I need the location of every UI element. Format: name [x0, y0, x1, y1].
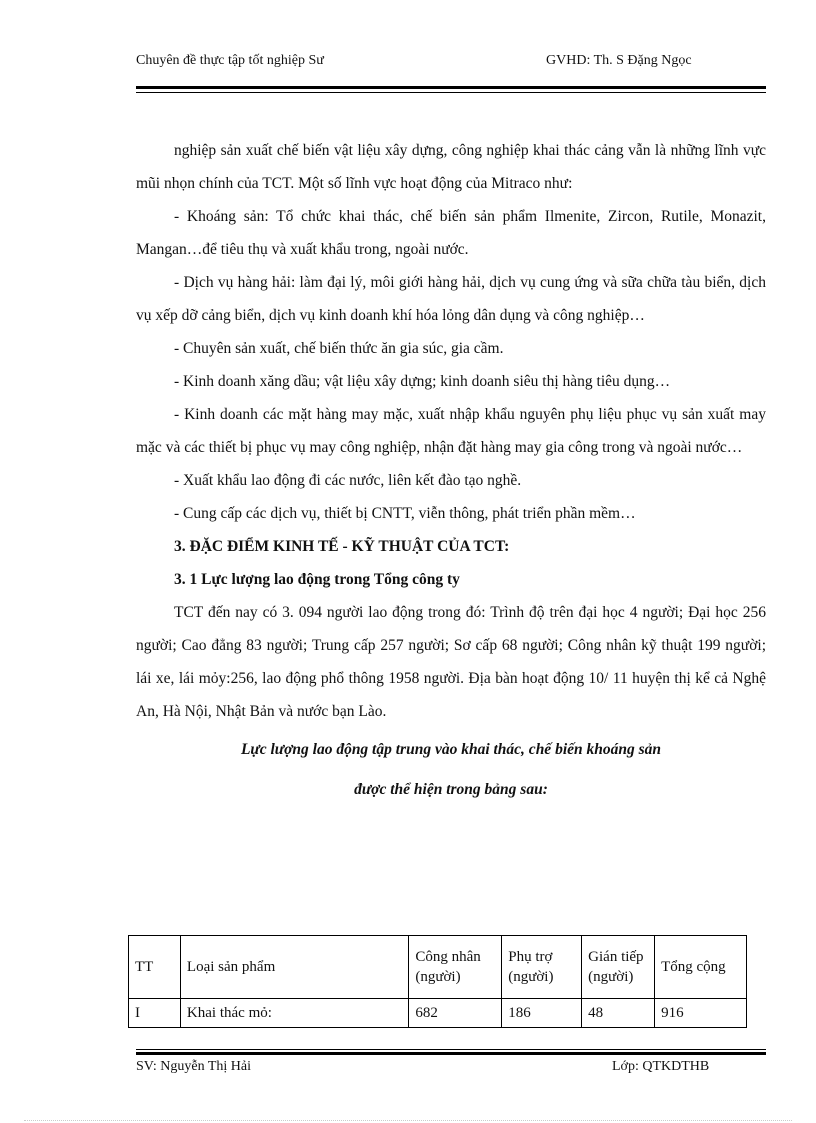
paragraph-2: - Khoáng sản: Tổ chức khai thác, chế biến sản phẩm Ilmenite, Zircon, Rutile, Monazit, Mangan…để tiêu thụ và xuất khẩu trong, ngoài nước.: [136, 208, 766, 258]
cell-product-type: Khai thác mỏ:: [180, 999, 408, 1028]
table-header-row: [129, 936, 747, 999]
cell-tt: I: [129, 999, 181, 1028]
footer-right: Lớp: QTKDTHB: [612, 1059, 710, 1074]
footer-rule-thin: [136, 1049, 766, 1050]
header-workers: Công nhân (người): [409, 936, 502, 999]
paragraph-1: nghiệp sản xuất chế biến vật liệu xây dựng, công nghiệp khai thác cảng vẫn là những lĩnh vực mũi nhọn chính của TCT. Một số lĩnh vực hoạt động của Mitraco như:: [136, 142, 766, 192]
header-indirect: Gián tiếp (người): [582, 936, 655, 999]
table-caption-line-2: được thể hiện trong bảng sau:: [354, 781, 548, 798]
paragraph-8: - Cung cấp các dịch vụ, thiết bị CNTT, viễn thông, phát triển phần mềm…: [174, 505, 636, 522]
header-total: Tổng cộng: [655, 936, 747, 999]
subsection-heading: 3. 1 Lực lượng lao động trong Tổng công ty: [174, 571, 460, 588]
paragraph-3: - Dịch vụ hàng hải: làm đại lý, môi giới hàng hải, dịch vụ cung ứng và sữa chữa tàu biển, dịch vụ xếp dỡ cảng biển, dịch vụ kinh doanh khí hóa lỏng dân dụng và công nghiệp…: [136, 274, 766, 324]
table-caption-line-1: Lực lượng lao động tập trung vào khai thác, chế biến khoáng sản: [240, 741, 662, 758]
labor-table: [128, 935, 747, 1028]
table-row: [129, 999, 747, 1028]
footer-left: SV: Nguyễn Thị Hải: [136, 1059, 251, 1074]
cell-workers: 682: [409, 999, 502, 1028]
header-left: Chuyên đề thực tập tốt nghiệp Sư: [136, 53, 324, 68]
header-right: GVHD: Th. S Đặng Ngọc: [546, 53, 692, 68]
section-heading: 3. ĐẶC ĐIỂM KINH TẾ - KỸ THUẬT CỦA TCT:: [174, 538, 510, 555]
paragraph-7: - Xuất khẩu lao động đi các nước, liên kết đào tạo nghề.: [174, 472, 522, 489]
page-edge-dotted: [24, 1120, 792, 1121]
labor-paragraph: TCT đến nay có 3. 094 người lao động trong đó: Trình độ trên đại học 4 người; Đại học 256 người; Cao đẳng 83 người; Trung cấp 257 người; Sơ cấp 68 người; Công nhân kỹ thuật 199 người; lái xe, lái mỏy:256, lao động phổ thông 1958 người. Địa bàn hoạt động 10/ 11 huyện thị kể cả Nghệ An, Hà Nội, Nhật Bản và nước bạn Lào.: [136, 604, 766, 720]
paragraph-4: - Chuyên sản xuất, chế biến thức ăn gia súc, gia cầm.: [174, 340, 504, 357]
cell-indirect: 48: [582, 999, 655, 1028]
header-product-type: Loại sản phẩm: [180, 936, 408, 999]
cell-support: 186: [502, 999, 582, 1028]
cell-total: 916: [655, 999, 747, 1028]
header-support: Phụ trợ (người): [502, 936, 582, 999]
footer-rule-thick: [136, 1052, 766, 1055]
header-tt: TT: [129, 936, 181, 999]
paragraph-5: - Kinh doanh xăng dầu; vật liệu xây dựng; kinh doanh siêu thị hàng tiêu dụng…: [174, 373, 671, 390]
paragraph-6: - Kinh doanh các mặt hàng may mặc, xuất nhập khẩu nguyên phụ liệu phục vụ sản xuất may mặc và các thiết bị phục vụ may công nghiệp, nhận đặt hàng may gia công trong và ngoài nước…: [136, 406, 766, 456]
